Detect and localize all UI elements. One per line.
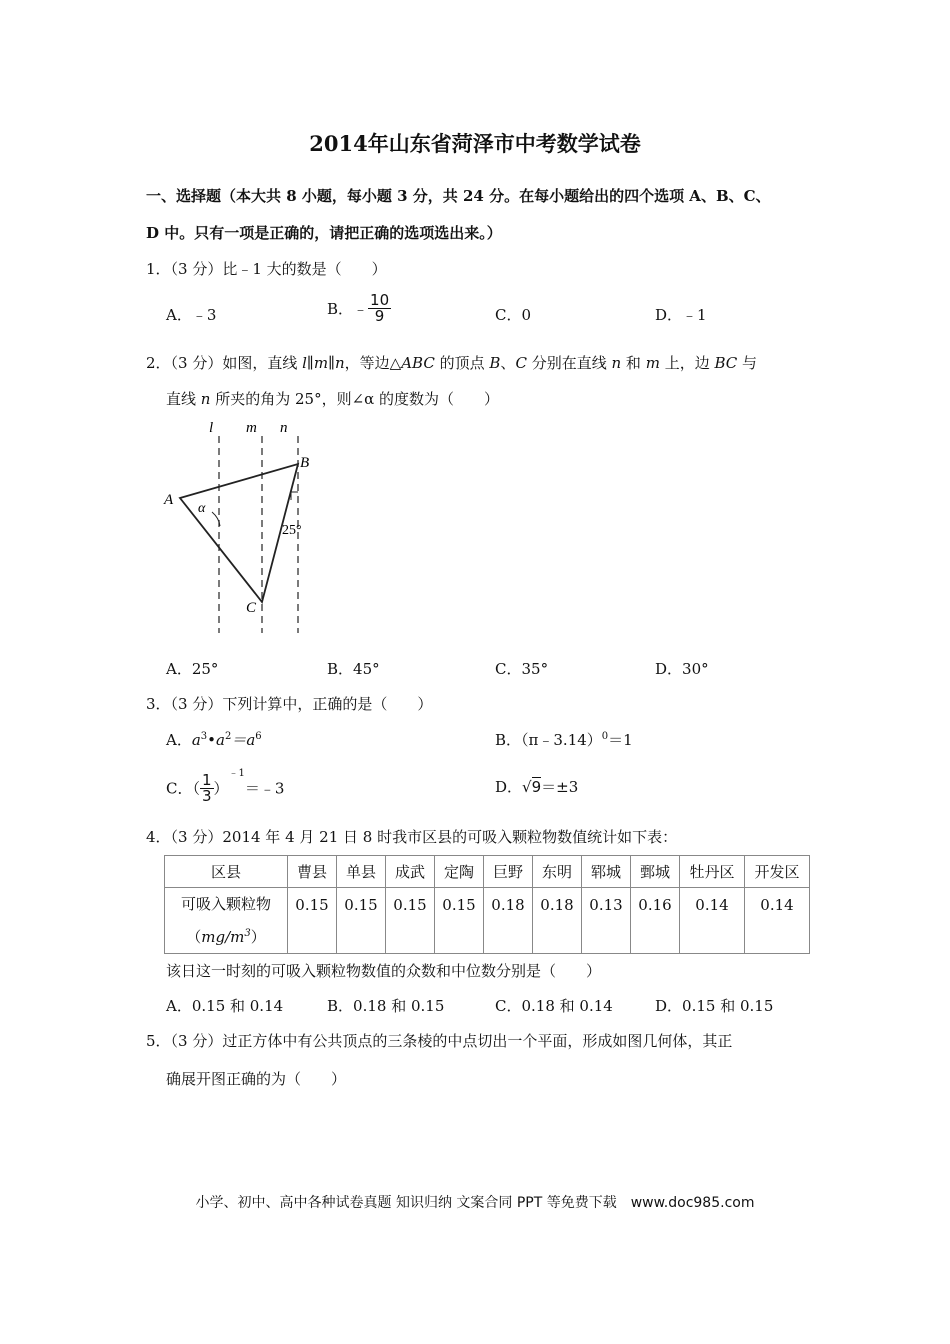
label-25-degrees: 25°	[282, 523, 302, 538]
q3-option-d	[495, 776, 578, 797]
table-cell: 0.14	[680, 888, 745, 954]
table-cell: 0.15	[435, 888, 484, 954]
q3-option-b	[495, 729, 633, 750]
angle-25-mark	[291, 492, 298, 500]
sqrt-radicand: 9	[531, 778, 542, 796]
q2-text: ，等边△	[344, 354, 402, 372]
q4-option-d: D．0.15 和 0.15	[655, 997, 774, 1015]
q2-var: BC	[714, 354, 738, 372]
q4-option-b: B．0.18 和 0.15	[327, 997, 445, 1015]
table-header-cell: 牡丹区	[680, 856, 745, 888]
label-n: n	[280, 420, 288, 436]
page-footer: 小学、初中、高中各种试卷真题 知识归纳 文案合同 PPT 等免费下载 www.doc985.com	[195, 1195, 755, 1211]
q1-option-c: C．0	[495, 306, 532, 324]
q1-option-b-prefix: B．﹣	[327, 300, 369, 318]
table-header-cell: 开发区	[745, 856, 810, 888]
q3-option-c-fraction	[200, 770, 214, 805]
q2-option-d: D．30°	[655, 660, 709, 678]
table-cell: 0.14	[745, 888, 810, 954]
q2-text: 的顶点	[434, 354, 490, 372]
label-b: B	[300, 455, 310, 471]
math-exponent: 6	[255, 731, 262, 742]
math-var: a	[191, 731, 201, 749]
unit: mg/m	[201, 928, 245, 946]
q1-option-d: D．﹣1	[655, 306, 707, 324]
math-exponent: 3	[200, 731, 208, 742]
label-a: A	[164, 492, 174, 508]
q2-text: 所夹的角为 25°，则∠α 的度数为（ ）	[210, 390, 500, 408]
option-prefix: A．	[166, 731, 192, 749]
table-row	[165, 888, 810, 954]
table-cell: 0.15	[386, 888, 435, 954]
table-header-cell: 定陶	[435, 856, 484, 888]
table-cell: 0.15	[288, 888, 337, 954]
table-header-row	[165, 856, 810, 888]
q2-text: 直线	[166, 390, 201, 408]
q2-lines: l∥m∥n	[302, 354, 345, 372]
table-row-label	[165, 888, 288, 954]
q2-var: B	[489, 354, 501, 372]
math-var: •a	[207, 731, 225, 749]
q2-var: C	[515, 354, 527, 372]
q4-option-a: A．0.15 和 0.14	[166, 997, 284, 1015]
table-header-cell: 曹县	[288, 856, 337, 888]
table-header-cell: 鄄城	[631, 856, 680, 888]
table-header-cell: 东明	[533, 856, 582, 888]
table-header-cell: 成武	[386, 856, 435, 888]
option-text: ＝﹣3	[244, 779, 285, 798]
paren: ）	[250, 928, 266, 946]
q3-option-a	[166, 729, 262, 750]
math-var: ＝a	[231, 731, 256, 749]
option-text: B．（π﹣3.14）	[495, 731, 602, 749]
row-label-line2	[165, 919, 287, 952]
q2-option-a: A．25°	[166, 660, 219, 678]
q2-text: 分别在直线	[526, 354, 612, 372]
paren: （	[186, 928, 202, 946]
table-header-cell: 单县	[337, 856, 386, 888]
math-exponent: 0	[601, 731, 609, 742]
q2-var: n	[611, 354, 622, 372]
q4-question: 该日这一时刻的可吸入颗粒物数值的众数和中位数分别是（ ）	[166, 962, 602, 980]
q1-stem: 1．（3 分）比﹣1 大的数是（ ）	[146, 260, 387, 278]
q2-var: n	[200, 390, 211, 408]
table-cell: 0.18	[484, 888, 533, 954]
q1-option-a: A．﹣3	[166, 306, 217, 324]
table-cell: 0.16	[631, 888, 680, 954]
table-cell: 0.13	[582, 888, 631, 954]
q1-option-b-fraction	[368, 293, 391, 324]
label-l: l	[209, 420, 214, 436]
label-m: m	[246, 420, 257, 436]
page-title: 2014年山东省菏泽市中考数学试卷	[309, 131, 641, 156]
section-header-line2: D 中。只有一项是正确的，请把正确的选项选出来。）	[146, 224, 502, 242]
q2-text: 与	[737, 354, 758, 372]
q4-option-c: C．0.18 和 0.14	[495, 997, 613, 1015]
fraction-denominator: 3	[201, 786, 212, 805]
q2-figure	[160, 418, 320, 638]
row-label-line1: 可吸入颗粒物	[180, 895, 271, 913]
q5-stem-line2: 确展开图正确的为（ ）	[166, 1070, 347, 1088]
triangle-abc	[180, 464, 298, 602]
option-text: ）	[213, 779, 229, 798]
option-text: ＝1	[608, 731, 633, 749]
q2-stem-line2	[166, 388, 499, 409]
sqrt-icon: √	[522, 778, 532, 796]
q3-option-c	[166, 764, 284, 804]
q2-text: 和	[621, 354, 646, 372]
option-prefix: D．	[495, 778, 523, 796]
q4-stem: 4．（3 分）2014 年 4 月 21 日 8 时我市区县的可吸入颗粒物数值统计如下表：	[146, 828, 678, 846]
table-header-cell: 巨野	[484, 856, 533, 888]
q5-stem-line1: 5．（3 分）过正方体中有公共顶点的三条棱的中点切出一个平面，形成如图几何体，其正	[146, 1032, 733, 1050]
label-c: C	[246, 600, 257, 616]
table-cell: 0.15	[337, 888, 386, 954]
section-header-line1: 一、选择题（本大共 8 小题，每小题 3 分，共 24 分。在每小题给出的四个选项 A、B、C、	[146, 187, 771, 205]
q2-text: 上，边	[659, 354, 715, 372]
fraction-numerator: 1	[201, 770, 212, 789]
q2-stem-line1	[146, 352, 757, 373]
label-alpha: α	[198, 501, 206, 516]
math-exponent: ﹣1	[228, 768, 245, 779]
table-header-cell: 郓城	[582, 856, 631, 888]
table-cell: 0.18	[533, 888, 582, 954]
q2-text: 、	[500, 354, 516, 372]
q2-option-b: B．45°	[327, 660, 380, 678]
option-prefix: C．（	[166, 779, 200, 798]
q3-stem: 3．（3 分）下列计算中，正确的是（ ）	[146, 695, 433, 713]
q4-table	[164, 855, 810, 954]
q2-triangle: ABC	[401, 354, 435, 372]
q1-option-b	[327, 293, 391, 324]
fraction-numerator: 10	[370, 291, 390, 309]
q2-var: m	[645, 354, 660, 372]
q2-option-c: C．35°	[495, 660, 549, 678]
option-text: ＝±3	[541, 778, 579, 796]
unit-exponent: 3	[244, 928, 251, 939]
math-exponent: 2	[224, 731, 232, 742]
fraction-denominator: 9	[374, 307, 385, 325]
q2-text: 2．（3 分）如图，直线	[146, 354, 303, 372]
table-header-cell: 区县	[165, 856, 288, 888]
